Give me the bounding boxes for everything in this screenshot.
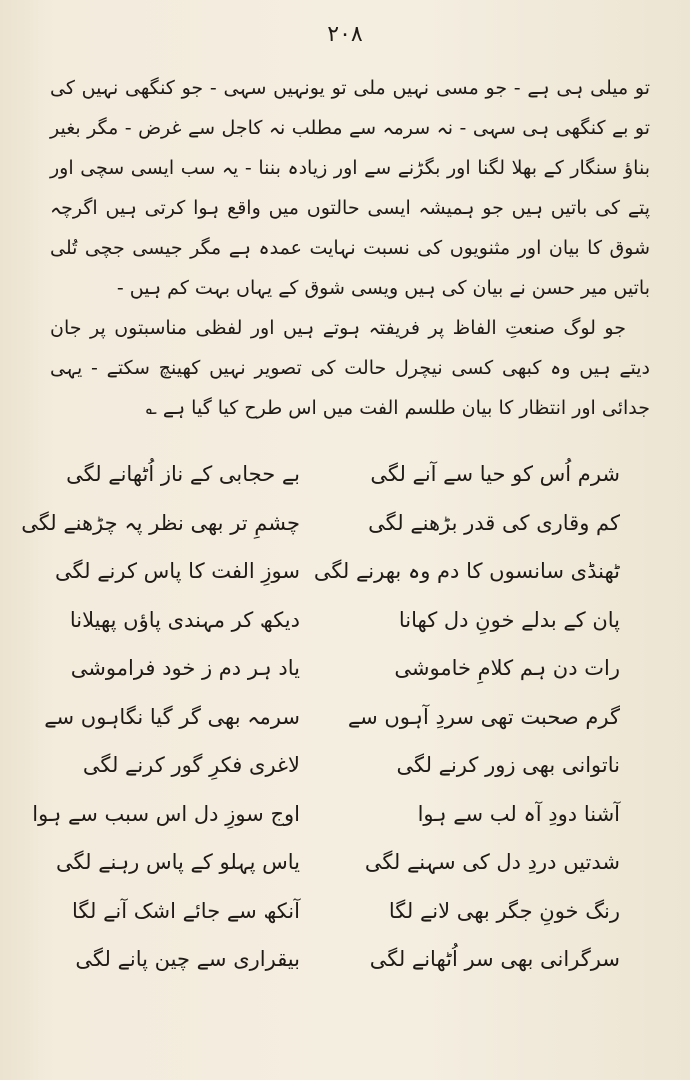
first-hemistich: پان کے بدلے خونِ دل کھانا bbox=[398, 607, 620, 632]
couplet bbox=[60, 741, 620, 790]
second-hemistich: چشمِ تر بھی نظر پہ چڑھنے لگی bbox=[21, 510, 300, 535]
first-hemistich: سرگرانی بھی سر اُٹھانے لگی bbox=[369, 947, 620, 972]
couplet bbox=[32, 790, 620, 839]
second-hemistich: بیقراری سے چین پانے لگی bbox=[75, 947, 300, 972]
second-hemistich: یاد ہر دم ز خود فراموشی bbox=[70, 656, 300, 681]
prose-section bbox=[50, 68, 650, 428]
first-hemistich: شرم اُس کو حیا سے آنے لگی bbox=[370, 462, 620, 487]
couplet bbox=[56, 838, 620, 887]
second-hemistich: لاغری فکرِ گور کرنے لگی bbox=[82, 753, 300, 778]
first-hemistich: کم وقاری کی قدر بڑھنے لگی bbox=[368, 510, 620, 535]
second-hemistich: یاس پہلو کے پاس رہنے لگی bbox=[56, 850, 300, 875]
verse-section bbox=[21, 450, 620, 984]
first-hemistich: ناتوانی بھی زور کرنے لگی bbox=[396, 753, 620, 778]
couplet bbox=[21, 499, 620, 548]
second-hemistich: آنکھ سے جائے اشک آنے لگا bbox=[72, 898, 300, 923]
second-hemistich: بے حجابی کے ناز اُٹھانے لگی bbox=[66, 462, 300, 487]
couplet bbox=[60, 644, 620, 693]
prose-paragraph-1: تو میلی ہی ہے - جو مسی نہیں ملی تو یونہیں سہی - جو کنگھی نہیں کی تو بے کنگھی ہی سہی - نہ سرمہ سے مطلب نہ کاجل سے غرض - مگر بغیر بناؤ سنگار کے بھلا لگنا اور بگڑنے سے اور زیادہ بننا - یہ سب ایسی سچی اور پتے کی باتیں ہیں جو ہمیشہ ایسی حالتوں میں واقع ہوا کرتی ہیں اگرچہ شوق کا بیان اور مثنویوں کی نسبت نہایت عمدہ ہے مگر جیسی جچی تُلی باتیں میر حسن نے بیان کی ہیں ویسی شوق کے یہاں بہت کم ہیں - bbox=[50, 77, 650, 299]
page-number: ۲۰۸ bbox=[327, 22, 363, 47]
first-hemistich: شدتیں دردِ دل کی سہنے لگی bbox=[364, 850, 620, 875]
second-hemistich: دیکھ کر مہندی پاؤں پھیلانا bbox=[69, 607, 300, 632]
couplet bbox=[55, 547, 620, 596]
first-hemistich: ٹھنڈی سانسوں کا دم وہ بھرنے لگی bbox=[313, 559, 620, 584]
couplet bbox=[60, 935, 620, 984]
first-hemistich: رات دن ہم کلامِ خاموشی bbox=[394, 656, 620, 681]
first-hemistich: گرم صحبت تھی سردِ آہوں سے bbox=[347, 704, 620, 729]
first-hemistich: آشنا دودِ آہ لب سے ہوا bbox=[417, 801, 620, 826]
first-hemistich: رنگ خونِ جگر بھی لانے لگا bbox=[388, 898, 620, 923]
couplet bbox=[44, 693, 620, 742]
couplet bbox=[60, 887, 620, 936]
prose-paragraph-2: جو لوگ صنعتِ الفاظ پر فریفتہ ہوتے ہیں اور لفظی مناسبتوں پر جان دیتے ہیں وہ کبھی کسی نیچرل حالت کی تصویر نہیں کھینچ سکتے - یہی جدائی اور انتظار کا بیان طلسم الفت میں اس طرح کیا گیا ہے ؎ bbox=[50, 317, 650, 419]
second-hemistich: سوزِ الفت کا پاس کرنے لگی bbox=[55, 559, 300, 584]
couplet bbox=[60, 596, 620, 645]
couplet bbox=[60, 450, 620, 499]
second-hemistich: اوج سوزِ دل اس سبب سے ہوا bbox=[32, 801, 300, 826]
second-hemistich: سرمہ بھی گر گیا نگاہوں سے bbox=[44, 704, 300, 729]
